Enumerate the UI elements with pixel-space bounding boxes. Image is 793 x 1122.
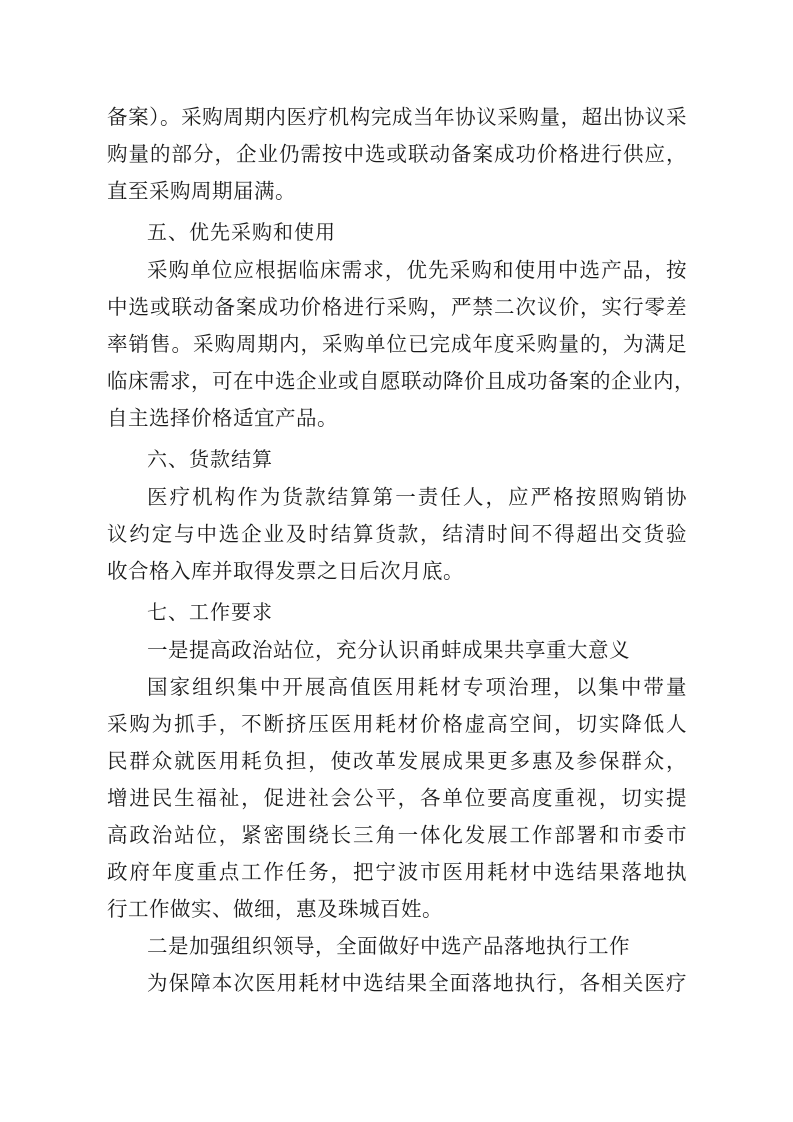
paragraph-line: 政府年度重点工作任务，把宁波市医用耗材中选结果落地执 bbox=[107, 860, 687, 884]
paragraph-line: 采购单位应根据临床需求，优先采购和使用中选产品，按 bbox=[147, 258, 687, 282]
paragraph-line: 医疗机构作为货款结算第一责任人，应严格按照购销协 bbox=[147, 485, 687, 509]
section-heading-5: 五、优先采购和使用 bbox=[147, 220, 336, 244]
paragraph-line: 直至采购周期届满。 bbox=[107, 179, 296, 203]
paragraph-line: 临床需求，可在中选企业或自愿联动降价且成功备案的企业内， bbox=[107, 369, 695, 393]
paragraph-line: 民群众就医用耗负担，使改革发展成果更多惠及参保群众， bbox=[107, 749, 687, 773]
section-heading-7: 七、工作要求 bbox=[147, 600, 273, 624]
paragraph-line: 收合格入库并取得发票之日后次月底。 bbox=[107, 559, 464, 583]
paragraph-line: 高政治站位，紧密围绕长三角一体化发展工作部署和市委市 bbox=[107, 823, 687, 847]
paragraph-line: 自主选择价格适宜产品。 bbox=[107, 406, 338, 430]
paragraph-line: 为保障本次医用耗材中选结果全面落地执行，各相关医疗 bbox=[147, 971, 687, 995]
paragraph-line: 采购为抓手，不断挤压医用耗材价格虚高空间，切实降低人 bbox=[107, 712, 687, 736]
paragraph-line: 中选或联动备案成功价格进行采购，严禁二次议价，实行零差 bbox=[107, 295, 687, 319]
subsection-heading-1: 一是提高政治站位，充分认识甬蚌成果共享重大意义 bbox=[147, 638, 630, 662]
paragraph-line: 率销售。采购周期内，采购单位已完成年度采购量的，为满足 bbox=[107, 332, 687, 356]
paragraph-line: 行工作做实、做细，惠及珠城百姓。 bbox=[107, 897, 443, 921]
paragraph-line: 备案）。采购周期内医疗机构完成当年协议采购量，超出协议采 bbox=[107, 105, 687, 129]
paragraph-line: 国家组织集中开展高值医用耗材专项治理，以集中带量 bbox=[147, 675, 687, 699]
subsection-heading-2: 二是加强组织领导，全面做好中选产品落地执行工作 bbox=[147, 934, 630, 958]
section-heading-6: 六、货款结算 bbox=[147, 447, 273, 471]
paragraph-line: 购量的部分，企业仍需按中选或联动备案成功价格进行供应， bbox=[107, 142, 687, 166]
paragraph-line: 增进民生福祉，促进社会公平，各单位要高度重视，切实提 bbox=[107, 786, 687, 810]
paragraph-line: 议约定与中选企业及时结算货款，结清时间不得超出交货验 bbox=[107, 522, 687, 546]
